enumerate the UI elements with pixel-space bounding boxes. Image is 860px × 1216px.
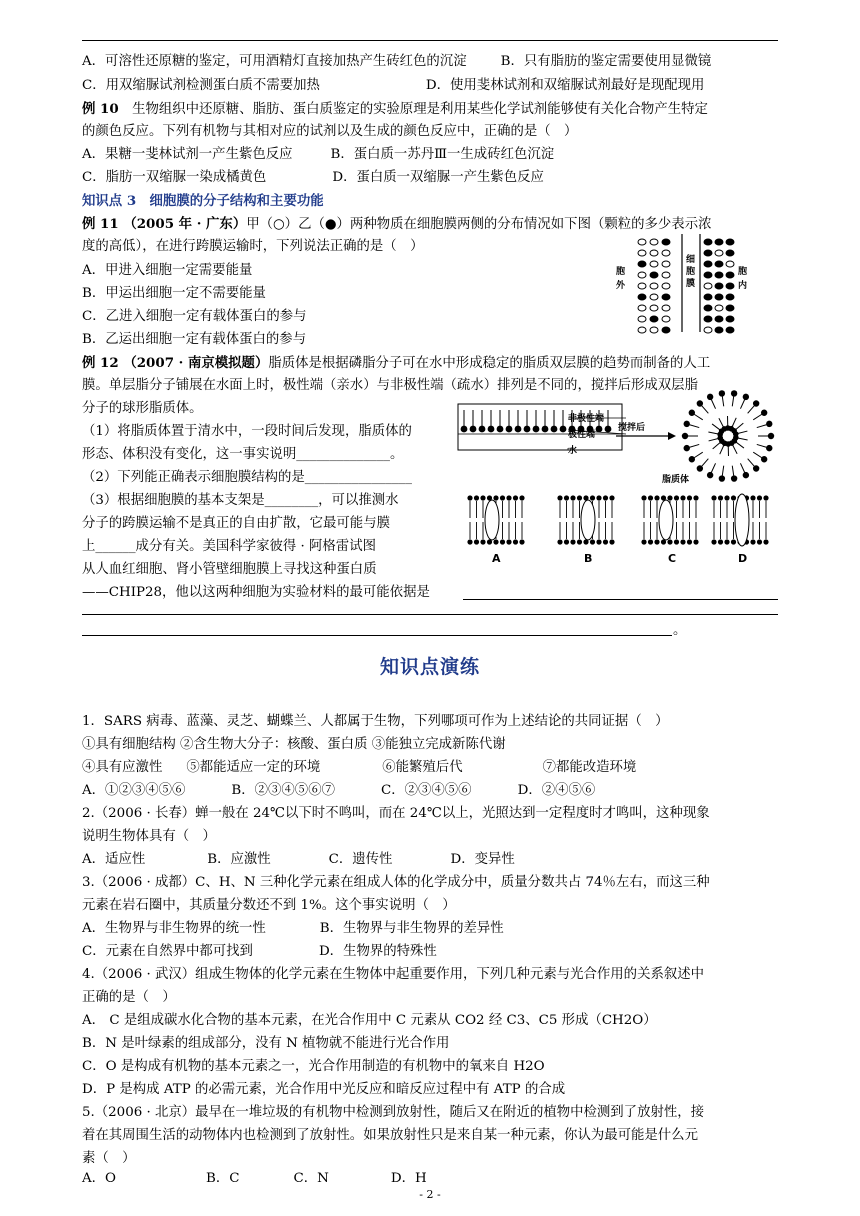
- q4-choice-a: A． C 是组成碳水化合物的基本元素，在光合作用中 C 元素从 CO2 经 C3、C5 形成（CH2O）: [82, 1013, 657, 1028]
- lipid-head: [480, 495, 485, 500]
- label-liposome: 脂质体: [662, 475, 690, 485]
- lipid-head: [596, 539, 601, 544]
- example-12-q3-3: 上______成分有关。美国科学家彼得 · 阿格雷试图: [82, 539, 376, 554]
- particle: [662, 272, 670, 278]
- model-label-c: C: [668, 552, 677, 565]
- inside-particles: [704, 239, 734, 333]
- lipid-tail: [736, 423, 744, 429]
- choice-d: D．变异性: [450, 852, 515, 867]
- outside-label-1: 胞: [616, 267, 626, 277]
- option-b: B．蛋白质一苏丹Ⅲ一生成砖红色沉淀: [330, 147, 555, 162]
- lipid-head: [684, 445, 690, 451]
- example-10-stem: [82, 100, 708, 119]
- lipid-head: [654, 495, 659, 500]
- answer-blank-line-2: [82, 614, 778, 615]
- lipid-head: [680, 539, 685, 544]
- lipid-head: [488, 426, 495, 433]
- lipid-tail: [740, 463, 744, 472]
- lipid-head: [724, 495, 729, 500]
- example-10-stem-2: 的颜色反应。下列有机物与其相对应的试剂以及生成的颜色反应中，正确的是（ ）: [82, 124, 578, 139]
- lipid-head: [515, 426, 522, 433]
- lipid-head: [564, 495, 569, 500]
- lipid-tail: [722, 396, 723, 406]
- option-b: B．只有脂肪的鉴定需要使用显微镜: [500, 54, 712, 69]
- lipid-head: [757, 495, 762, 500]
- lipid-head: [493, 495, 498, 500]
- particle: [704, 316, 712, 322]
- lipid-head: [470, 426, 477, 433]
- particle: [704, 250, 712, 256]
- membrane-particle-figure: [612, 232, 762, 336]
- lipid-head: [718, 495, 723, 500]
- lipid-head: [693, 495, 698, 500]
- lipid-head: [697, 465, 703, 471]
- choice-c: C．遗传性: [328, 852, 393, 867]
- particle: [726, 327, 734, 333]
- particle: [638, 272, 646, 278]
- lipid-head: [718, 539, 723, 544]
- lipid-tail: [753, 452, 761, 457]
- choice-c: C．N: [293, 1171, 329, 1186]
- lipid-head: [667, 539, 672, 544]
- example-11-option-d: B．乙运出细胞一定有载体蛋白的参与: [82, 332, 307, 347]
- model-label-b: B: [584, 552, 593, 565]
- particle: [715, 261, 723, 267]
- line-ex9-options-cd: [82, 77, 704, 95]
- lipid-head: [648, 495, 653, 500]
- example-text: 甲（○）乙（●）两种物质在细胞膜两侧的分布情况如下图（颗粒的多少表示浓: [246, 217, 712, 232]
- q4-choice-c: C．O 是构成有机物的基本元素之一，光合作用制造的有机物中的氧来自 H2O: [82, 1059, 545, 1074]
- outside-particles: [638, 239, 670, 333]
- particle: [715, 294, 723, 300]
- lipid-head: [474, 495, 479, 500]
- lipid-head: [682, 433, 688, 439]
- example-12-stem-3: 分子的球形脂质体。: [82, 401, 203, 416]
- particle: [704, 239, 712, 245]
- lipid-tail: [708, 432, 718, 434]
- example-11-option-c: C．乙进入细胞一定有载体蛋白的参与: [82, 309, 307, 324]
- q5-stem-2: 着在其周围生活的动物体内也检测到了放射性。如果放射性只是来自某一种元素，你认为最可能是什么元: [82, 1128, 698, 1143]
- lipid-head: [542, 426, 549, 433]
- lipid-head: [480, 539, 485, 544]
- arrow-head: [668, 432, 676, 440]
- particle: [638, 316, 646, 322]
- lipid-head: [603, 539, 608, 544]
- particle: [726, 316, 734, 322]
- lipid-tail: [732, 418, 736, 427]
- example-12-q2: （2）下列能正确表示细胞膜结构的是________________: [82, 470, 412, 485]
- lipid-head: [570, 495, 575, 500]
- option-d: D．蛋白质一双缩脲一产生紫色反应: [332, 170, 544, 185]
- lipid-head: [474, 539, 479, 544]
- particle: [715, 272, 723, 278]
- example-number: 例 12 （2007 · 南京模拟题）: [82, 355, 269, 371]
- label-nonpolar: 非极性端: [568, 414, 605, 424]
- q1-choices: [82, 782, 595, 800]
- particle: [704, 327, 712, 333]
- particle: [715, 305, 723, 311]
- particle: [662, 250, 670, 256]
- particle: [650, 272, 658, 278]
- option-6: ⑥能繁殖后代: [382, 760, 463, 775]
- option-d: D．使用斐林试剂和双缩脲试剂最好是现配现用: [425, 78, 705, 93]
- q4-choice-b: B．N 是叶绿素的组成部分，没有 N 植物就不能进行光合作用: [82, 1036, 450, 1051]
- lipid-head: [674, 495, 679, 500]
- lipid-head: [731, 539, 736, 544]
- example-12-q3-5: ——CHIP28，他以这两种细胞为实验材料的最可能依据是: [82, 585, 430, 600]
- particle: [715, 327, 723, 333]
- example-number: 例 10: [82, 101, 119, 117]
- particle: [650, 327, 658, 333]
- q2-stem-2: 说明生物体具有（ ）: [82, 829, 216, 844]
- particle: [650, 261, 658, 267]
- header-rule: [82, 40, 778, 41]
- lipid-head: [641, 539, 646, 544]
- lipid-head: [763, 495, 768, 500]
- q1-stem: 1．SARS 病毒、蓝藻、灵芝、蝴蝶兰、人都属于生物，下列哪项可作为上述结论的共同证据（ ）: [82, 714, 669, 729]
- protein: [581, 500, 595, 540]
- particle: [650, 316, 658, 322]
- lipid-head: [596, 495, 601, 500]
- choice-d: D．②④⑤⑥: [517, 783, 596, 798]
- label-polar: 极性端: [568, 430, 596, 440]
- example-12-q3-2: 分子的跨膜运输不是真正的自由扩散，它最可能与膜: [82, 516, 390, 531]
- page-number: - 2 -: [419, 1188, 441, 1201]
- lipid-head: [763, 539, 768, 544]
- example-number: 例 11 （2005 年 · 广东）: [82, 216, 247, 232]
- lipid-head: [719, 390, 725, 396]
- example-text: 脂质体是根据磷脂分子可在水中形成稳定的脂质双层膜的趋势而制备的人工: [268, 356, 711, 371]
- example-10-options-cd: [82, 169, 544, 187]
- lipid-head: [513, 539, 518, 544]
- example-12-stem-2: 膜。单层脂分子铺展在水面上时，极性端（亲水）与非极性端（疏水）排列是不同的，搅拌后形成双层脂: [82, 378, 698, 393]
- lipid-tail: [713, 442, 721, 448]
- lipid-tail: [736, 442, 744, 448]
- lipid-head: [641, 495, 646, 500]
- example-12-q1: （1）将脂质体置于清水中，一段时间后发现，脂质体的: [82, 424, 412, 439]
- particle: [650, 239, 658, 245]
- lipid-head: [689, 410, 695, 416]
- lipid-head: [667, 495, 672, 500]
- option-a: A．果糖一斐林试剂一产生紫色反应: [82, 147, 293, 162]
- example-10-options-ab: [82, 146, 554, 164]
- choice-b: B．生物界与非生物界的差异性: [319, 921, 504, 936]
- example-12-q1-2: 形态、体积没有变化，这一事实说明______________。: [82, 447, 404, 462]
- lipid-head: [479, 426, 486, 433]
- lipid-head: [605, 426, 612, 433]
- choice-a: A．①②③④⑤⑥: [82, 783, 186, 798]
- lipid-head: [519, 539, 524, 544]
- particle: [726, 261, 734, 267]
- lipid-head: [724, 539, 729, 544]
- lipid-head: [506, 495, 511, 500]
- lipid-head: [590, 539, 595, 544]
- lipid-head: [707, 472, 713, 478]
- lipid-head: [609, 495, 614, 500]
- q3-choices-cd: [82, 943, 437, 961]
- choice-c: C．元素在自然界中都可找到: [82, 944, 253, 959]
- liposome-figure: [456, 390, 778, 570]
- lipid-tail: [740, 400, 744, 409]
- lipid-head: [766, 445, 772, 451]
- label-water: 水: [568, 446, 578, 456]
- protein: [485, 500, 499, 540]
- lipid-tail: [732, 396, 733, 406]
- lipid-tail: [709, 438, 719, 440]
- lipid-head: [560, 426, 567, 433]
- particle: [638, 294, 646, 300]
- option-4: ④具有应激性: [82, 760, 163, 775]
- particle: [638, 261, 646, 267]
- lipid-head: [680, 495, 685, 500]
- option-c: C．用双缩脲试剂检测蛋白质不需要加热: [82, 78, 320, 93]
- lipid-head: [766, 421, 772, 427]
- particle: [662, 294, 670, 300]
- lipid-head: [697, 400, 703, 406]
- q1-options-row1: ①具有细胞结构 ②含生物大分子：核酸、蛋白质 ③能独立完成新陈代谢: [82, 737, 506, 752]
- choice-a: A．生物界与非生物界的统一性: [82, 921, 266, 936]
- lipid-head: [731, 475, 737, 481]
- particle: [638, 250, 646, 256]
- q4-stem: 4.（2006 · 武汉）组成生物体的化学元素在生物体中起重要作用，下列几种元素与光合作用的关系叙述中: [82, 967, 705, 982]
- lipid-tail: [720, 445, 724, 454]
- knowledge-point-3-heading: 知识点 3 细胞膜的分子结构和主要功能: [82, 193, 324, 209]
- lipid-head: [603, 495, 608, 500]
- lipid-head: [707, 394, 713, 400]
- particle: [726, 239, 734, 245]
- outside-label-2: 外: [616, 281, 626, 291]
- q4-choice-d: D．P 是构成 ATP 的必需元素，光合作用中光反应和暗反应过程中有 ATP 的合成: [82, 1082, 566, 1097]
- particle: [726, 294, 734, 300]
- lipid-tail: [694, 452, 702, 457]
- lipid-tail: [690, 425, 700, 428]
- lipid-head: [577, 539, 582, 544]
- choice-b: B．②③④⑤⑥⑦: [231, 783, 335, 798]
- membrane-label-3: 膜: [686, 279, 696, 289]
- lipid-tail: [711, 463, 715, 472]
- lipid-head: [719, 475, 725, 481]
- particle: [715, 239, 723, 245]
- lipid-tail: [757, 425, 767, 428]
- lipid-head: [750, 539, 755, 544]
- particle: [638, 283, 646, 289]
- example-12-q3: （3）根据细胞膜的基本支架是________，可以推测水: [82, 493, 399, 508]
- lipid-head: [768, 433, 774, 439]
- lipid-head: [557, 539, 562, 544]
- particle: [704, 261, 712, 267]
- lipid-head: [467, 539, 472, 544]
- choice-c: C．②③④⑤⑥: [380, 783, 472, 798]
- choice-b: B．应激性: [207, 852, 271, 867]
- lipid-head: [654, 539, 659, 544]
- choice-d: D．H: [390, 1171, 427, 1186]
- lipid-tail: [732, 466, 733, 476]
- lipid-head: [467, 495, 472, 500]
- lipid-head: [743, 394, 749, 400]
- example-12-q3-4: 从人血红细胞、肾小管壁细胞膜上寻找这种蛋白质: [82, 562, 377, 577]
- lipid-head: [743, 472, 749, 478]
- option-5: ⑤都能适应一定的环境: [186, 760, 321, 775]
- lipid-head: [761, 410, 767, 416]
- inside-label-1: 胞: [738, 267, 748, 277]
- particle: [638, 239, 646, 245]
- lipid-tail: [748, 459, 755, 467]
- lipid-tail: [738, 438, 748, 440]
- lipid-head: [551, 426, 558, 433]
- particle: [726, 250, 734, 256]
- particle: [662, 327, 670, 333]
- lipid-head: [757, 539, 762, 544]
- lipid-head: [570, 539, 575, 544]
- lipid-head: [711, 495, 716, 500]
- particle: [704, 294, 712, 300]
- example-12-stem: [82, 354, 710, 373]
- lipid-head: [461, 426, 468, 433]
- particle: [650, 305, 658, 311]
- lipid-tail: [757, 444, 767, 447]
- lipid-tail: [702, 406, 709, 414]
- lipid-head: [577, 495, 582, 500]
- q2-choices: [82, 851, 515, 869]
- lipid-head: [513, 495, 518, 500]
- q5-choices: [82, 1170, 427, 1188]
- choice-a: A．O: [82, 1171, 117, 1186]
- model-label-a: A: [492, 552, 501, 565]
- protein: [735, 494, 749, 546]
- lipid-head: [684, 421, 690, 427]
- lipid-head: [750, 495, 755, 500]
- particle: [638, 327, 646, 333]
- lipid-tail: [738, 431, 748, 433]
- option-a: A．可溶性还原糖的鉴定，可用酒精灯直接加热产生砖红色的沉淀: [82, 54, 467, 69]
- particle: [662, 305, 670, 311]
- line-ex9-options-ab: [82, 53, 711, 71]
- particle: [726, 305, 734, 311]
- particle: [704, 283, 712, 289]
- lipid-head: [648, 539, 653, 544]
- particle: [704, 272, 712, 278]
- lipid-head: [753, 465, 759, 471]
- answer-period: 。: [673, 623, 687, 638]
- particle: [638, 305, 646, 311]
- q1-options-row2: [82, 759, 636, 777]
- q4-stem-2: 正确的是（ ）: [82, 990, 176, 1005]
- membrane-label-2: 胞: [686, 267, 696, 277]
- lipid-tail: [694, 414, 702, 419]
- section-title: 知识点演练: [379, 656, 480, 678]
- lipid-head: [533, 426, 540, 433]
- particle: [715, 316, 723, 322]
- lipid-head: [557, 495, 562, 500]
- lipid-head: [596, 426, 603, 433]
- example-11-option-a: A．甲进入细胞一定需要能量: [82, 263, 253, 278]
- lipid-tail: [711, 400, 715, 409]
- option-c: C．脂肪一双缩脲一染成橘黄色: [82, 170, 267, 185]
- q5-stem: 5.（2006 · 北京）最早在一堆垃圾的有机物中检测到放射性，随后又在附近的植物中检测到了放射性，接: [82, 1105, 705, 1120]
- particle: [662, 316, 670, 322]
- liposome-sphere: [682, 390, 774, 482]
- lipid-tail: [719, 418, 724, 427]
- particle: [662, 239, 670, 245]
- lipid-head: [500, 539, 505, 544]
- particle: [650, 250, 658, 256]
- choice-d: D．生物界的特殊性: [318, 944, 437, 959]
- membrane-models: [467, 494, 768, 546]
- lipid-head: [497, 426, 504, 433]
- particle: [662, 283, 670, 289]
- answer-blank-line-3: [82, 635, 672, 636]
- lipid-head: [711, 539, 716, 544]
- model-label-d: D: [738, 552, 748, 565]
- lipid-head: [761, 456, 767, 462]
- particle: [726, 272, 734, 278]
- choice-b: B．C: [206, 1171, 240, 1186]
- lipid-head: [493, 539, 498, 544]
- answer-blank-line-1: [463, 599, 778, 600]
- lipid-tail: [702, 459, 709, 467]
- lipid-tail: [690, 444, 700, 447]
- lipid-tail: [722, 466, 723, 476]
- inside-label-2: 内: [738, 281, 748, 291]
- q2-stem: 2.（2006 · 长春）蝉一般在 24℃以下时不鸣叫，而在 24℃以上，光照达到一定程度时才鸣叫，这种现象: [82, 806, 710, 821]
- particle: [726, 283, 734, 289]
- q5-stem-3: 素（ ）: [82, 1151, 136, 1166]
- lipid-head: [753, 400, 759, 406]
- example-11-option-b: B．甲运出细胞一定不需要能量: [82, 286, 266, 301]
- lipid-head: [731, 390, 737, 396]
- protein: [659, 500, 673, 540]
- lipid-head: [687, 539, 692, 544]
- particle: [704, 305, 712, 311]
- lipid-head: [519, 495, 524, 500]
- lipid-head: [564, 539, 569, 544]
- option-7: ⑦都能改造环境: [542, 760, 637, 775]
- particle: [715, 250, 723, 256]
- q3-choices-ab: [82, 920, 504, 938]
- lipid-head: [590, 495, 595, 500]
- lipid-head: [524, 426, 531, 433]
- membrane-label-1: 细: [686, 255, 696, 265]
- lipid-head: [693, 539, 698, 544]
- particle: [715, 283, 723, 289]
- lipid-tail: [712, 424, 720, 430]
- q3-stem-2: 元素在岩石圈中，其质量分数还不到 1%。这个事实说明（ ）: [82, 898, 456, 913]
- particle: [650, 283, 658, 289]
- lipid-head: [506, 539, 511, 544]
- lipid-head: [733, 431, 739, 437]
- lipid-head: [687, 495, 692, 500]
- choice-a: A．适应性: [82, 852, 146, 867]
- example-11-stem-2: 度的高低），在进行跨膜运输时，下列说法正确的是（ ）: [82, 239, 424, 254]
- particle: [662, 261, 670, 267]
- lipid-head: [674, 539, 679, 544]
- label-stir: 搅拌后: [618, 423, 646, 433]
- lipid-head: [609, 539, 614, 544]
- lipid-tail: [748, 406, 755, 414]
- particle: [650, 294, 658, 300]
- example-text: 生物组织中还原糖、脂肪、蛋白质鉴定的实验原理是利用某些化学试剂能够使有关化合物产生特定: [118, 102, 708, 117]
- lipid-head: [689, 456, 695, 462]
- lipid-tail: [753, 414, 761, 419]
- q3-stem: 3.（2006 · 成都）C、H、N 三种化学元素在组成人体的化学成分中，质量分数共占 74％左右，而这三种: [82, 875, 710, 890]
- lipid-head: [506, 426, 513, 433]
- lipid-head: [731, 495, 736, 500]
- lipid-head: [500, 495, 505, 500]
- lipid-tail: [733, 445, 738, 454]
